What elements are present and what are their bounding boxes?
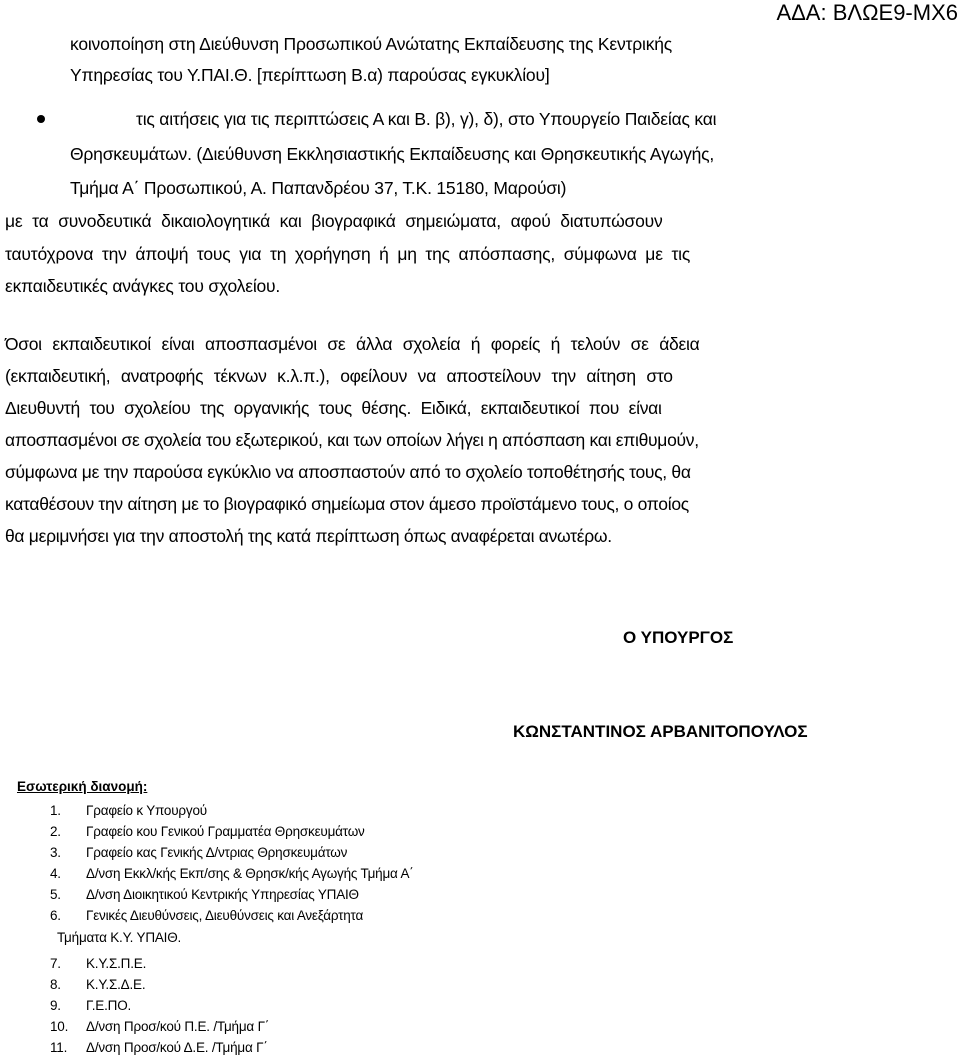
para2-line-4: αποσπασμένοι σε σχολεία του εξωτερικού, και των οποίων λήγει η απόσπαση και επιθυμούν,: [5, 430, 699, 450]
para2-line-3: Διευθυντή του σχολείου της οργανικής τους θέσης. Ειδικά, εκπαιδευτικοί που είναι: [5, 398, 662, 418]
intro-line-1: κοινοποίηση στη Διεύθυνση Προσωπικού Ανώτατης Εκπαίδευσης της Κεντρικής: [70, 34, 673, 54]
para2-line-7: θα μεριμνήσει για την αποστολή της κατά περίπτωση όπως αναφέρεται ανωτέρω.: [5, 526, 612, 546]
bullet-line-1: τις αιτήσεις για τις περιπτώσεις Α και Β. β), γ), δ), στο Υπουργείο Παιδείας και: [136, 109, 717, 129]
distribution-title: Εσωτερική διανομή:: [17, 779, 148, 794]
para2-line-6: καταθέσουν την αίτηση με το βιογραφικό σημείωμα στον άμεσο προϊστάμενο τους, ο οποίος: [5, 494, 689, 514]
para2-line-5: σύμφωνα με την παρούσα εγκύκλιο να αποσπαστούν από το σχολείο τοποθέτησής τους, θα: [5, 462, 691, 482]
para1-line-2: ταυτόχρονα την άποψή τους για τη χορήγηση ή μη της απόσπασης, σύμφωνα με τις: [5, 244, 691, 264]
para1-line-3: εκπαιδευτικές ανάγκες του σχολείου.: [5, 276, 281, 296]
para2-line-1: Όσοι εκπαιδευτικοί είναι αποσπασμένοι σε άλλα σχολεία ή φορείς ή τελούν σε άδεια: [5, 334, 700, 354]
bullet-line-2: Θρησκευμάτων. (Διεύθυνση Εκκλησιαστικής Εκπαίδευσης και Θρησκευτικής Αγωγής,: [70, 144, 715, 164]
bullet-marker: [37, 115, 45, 123]
ada-code: ΑΔΑ: ΒΛΩΕ9-ΜΧ6: [776, 0, 958, 25]
intro-line-2: Υπηρεσίας του Υ.ΠΑΙ.Θ. [περίπτωση Β.α) παρούσας εγκυκλίου]: [70, 65, 550, 85]
signature-title: Ο ΥΠΟΥΡΓΟΣ: [623, 628, 734, 647]
bullet-line-3: Τμήμα Α΄ Προσωπικού, Α. Παπανδρέου 37, Τ.Κ. 15180, Μαρούσι): [70, 178, 567, 198]
para2-line-2: (εκπαιδευτική, ανατροφής τέκνων κ.λ.π.), οφείλουν να αποστείλουν την αίτηση στο: [5, 366, 673, 386]
signature-name: ΚΩΝΣΤΑΝΤΙΝΟΣ ΑΡΒΑΝΙΤΟΠΟΥΛΟΣ: [513, 722, 808, 741]
para1-line-1: με τα συνοδευτικά δικαιολογητικά και βιογραφικά σημειώματα, αφού διατυπώσουν: [5, 211, 663, 231]
